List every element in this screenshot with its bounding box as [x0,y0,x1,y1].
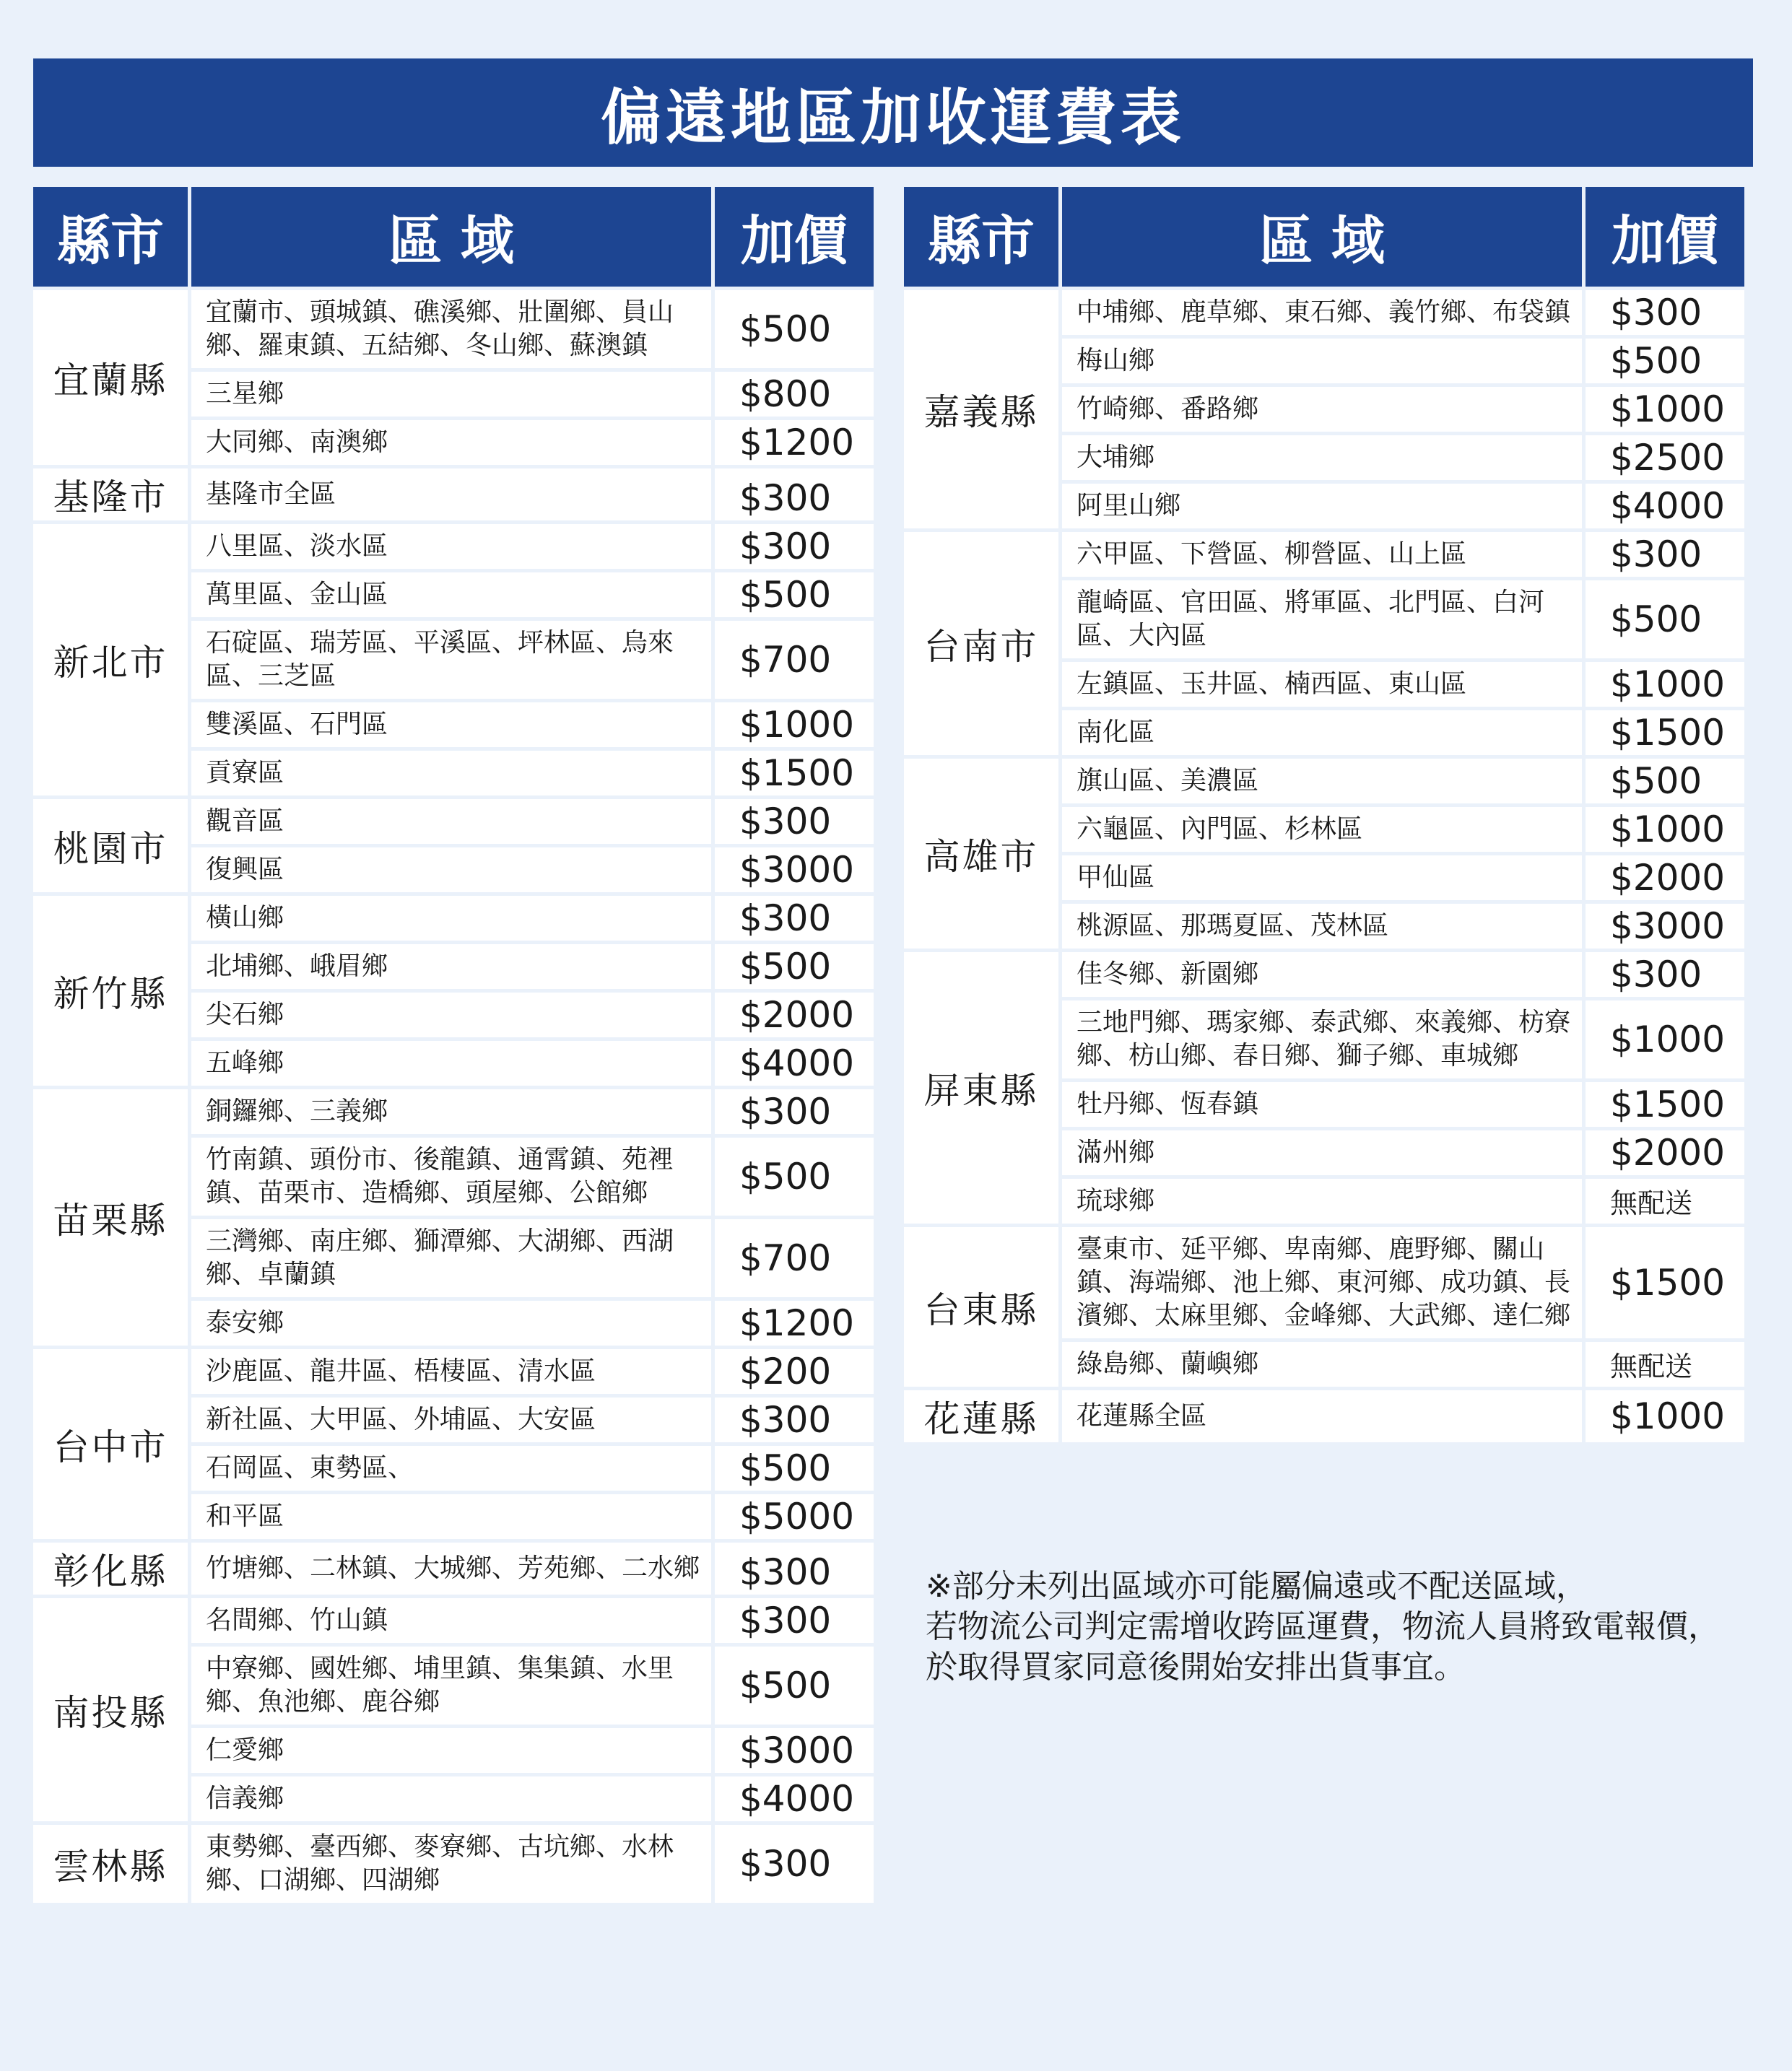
price-cell: $1200 [715,420,874,465]
area-cell: 綠島鄉、蘭嶼鄉 [1062,1342,1582,1387]
price-cell: $500 [1586,580,1744,658]
price-cell: $1000 [1586,662,1744,707]
table-row [33,1543,874,1595]
table-row [904,1227,1744,1338]
area-cell: 宜蘭市、頭城鎮、礁溪鄉、壯圍鄉、員山鄉、羅東鎮、五結鄉、冬山鄉、蘇澳鎮 [191,290,711,368]
area-cell: 北埔鄉、峨眉鄉 [191,944,711,989]
area-cell: 貢寮區 [191,751,711,795]
county-cell: 南投縣 [33,1598,188,1821]
area-cell: 大埔鄉 [1062,435,1582,480]
area-cell: 泰安鄉 [191,1301,711,1346]
left-fee-table [30,183,877,1906]
county-cell: 屏東縣 [904,952,1058,1224]
price-cell: $500 [715,1647,874,1725]
price-cell: $700 [715,1219,874,1297]
price-cell: $2500 [1586,435,1744,480]
price-cell: $500 [715,1138,874,1216]
area-cell: 觀音區 [191,799,711,844]
area-cell: 梅山鄉 [1062,339,1582,383]
area-cell: 五峰鄉 [191,1041,711,1086]
price-cell: $300 [715,1825,874,1903]
county-cell: 新北市 [33,524,188,795]
right-fee-table [900,183,1748,1446]
price-cell: $300 [715,799,874,844]
area-cell: 東勢鄉、臺西鄉、麥寮鄉、古坑鄉、水林鄉、口湖鄉、四湖鄉 [191,1825,711,1903]
table-header-row [904,187,1744,287]
area-cell: 基隆市全區 [191,468,711,520]
price-cell: $2000 [1586,855,1744,900]
price-cell: $300 [715,468,874,520]
area-cell: 滿州鄉 [1062,1130,1582,1175]
area-cell: 沙鹿區、龍井區、梧棲區、清水區 [191,1349,711,1394]
table-row [904,290,1744,335]
area-cell: 左鎮區、玉井區、楠西區、東山區 [1062,662,1582,707]
price-cell: $1500 [1586,1227,1744,1338]
price-cell: $200 [715,1349,874,1394]
price-cell: $300 [715,1398,874,1442]
area-cell: 臺東市、延平鄉、卑南鄉、鹿野鄉、關山鎮、海端鄉、池上鄉、東河鄉、成功鎮、長濱鄉、太麻里鄉、金峰鄉、大武鄉、達仁鄉 [1062,1227,1582,1338]
price-cell: 無配送 [1586,1179,1744,1224]
area-cell: 新社區、大甲區、外埔區、大安區 [191,1398,711,1442]
area-cell: 琉球鄉 [1062,1179,1582,1224]
price-cell: $300 [715,524,874,569]
area-cell: 名間鄉、竹山鎮 [191,1598,711,1643]
area-cell: 龍崎區、官田區、將軍區、北門區、白河區、大內區 [1062,580,1582,658]
county-cell: 新竹縣 [33,896,188,1086]
price-cell: $4000 [715,1041,874,1086]
table-row [33,896,874,941]
table-row [33,799,874,844]
price-cell: $2000 [1586,1130,1744,1175]
footnote-line: 若物流公司判定需增收跨區運費，物流人員將致電報價， [926,1608,1720,1645]
price-cell: $300 [1586,532,1744,577]
price-cell: $3000 [715,1728,874,1773]
county-cell: 台中市 [33,1349,188,1539]
area-cell: 和平區 [191,1494,711,1539]
area-cell: 竹塘鄉、二林鎮、大城鄉、芳苑鄉、二水鄉 [191,1543,711,1595]
header-county: 縣市 [33,187,188,287]
price-cell: $300 [1586,952,1744,997]
table-row [33,1825,874,1903]
table-row [33,1089,874,1134]
county-cell: 桃園市 [33,799,188,892]
price-cell: $500 [1586,759,1744,803]
header-price: 加價 [715,187,874,287]
county-cell: 彰化縣 [33,1543,188,1595]
county-cell: 高雄市 [904,759,1058,949]
area-cell: 六甲區、下營區、柳營區、山上區 [1062,532,1582,577]
price-cell: $300 [715,1598,874,1643]
price-cell: $3000 [715,847,874,892]
area-cell: 尖石鄉 [191,993,711,1037]
price-cell: $300 [1586,290,1744,335]
price-cell: $500 [715,572,874,617]
county-cell: 花蓮縣 [904,1390,1058,1442]
table-row [33,468,874,520]
county-cell: 台南市 [904,532,1058,755]
county-cell: 台東縣 [904,1227,1058,1387]
area-cell: 阿里山鄉 [1062,484,1582,528]
area-cell: 石岡區、東勢區、 [191,1446,711,1491]
area-cell: 桃源區、那瑪夏區、茂林區 [1062,904,1582,949]
area-cell: 六龜區、內門區、杉林區 [1062,807,1582,852]
area-cell: 萬里區、金山區 [191,572,711,617]
price-cell: $300 [715,1543,874,1595]
price-cell: $1500 [1586,710,1744,755]
area-cell: 竹崎鄉、番路鄉 [1062,387,1582,432]
area-cell: 復興區 [191,847,711,892]
county-cell: 基隆市 [33,468,188,520]
area-cell: 大同鄉、南澳鄉 [191,420,711,465]
area-cell: 三灣鄉、南庄鄉、獅潭鄉、大湖鄉、西湖鄉、卓蘭鎮 [191,1219,711,1297]
footnote-line: ※部分未列出區域亦可能屬偏遠或不配送區域， [926,1568,1588,1605]
price-cell: $1000 [1586,1000,1744,1078]
price-cell: $4000 [715,1776,874,1821]
area-cell: 花蓮縣全區 [1062,1390,1582,1442]
price-cell: $700 [715,621,874,699]
header-area: 區 域 [1062,187,1582,287]
area-cell: 三星鄉 [191,372,711,417]
price-cell: $1000 [715,702,874,747]
area-cell: 石碇區、瑞芳區、平溪區、坪林區、烏來區、三芝區 [191,621,711,699]
price-cell: $800 [715,372,874,417]
area-cell: 旗山區、美濃區 [1062,759,1582,803]
area-cell: 中寮鄉、國姓鄉、埔里鎮、集集鎮、水里鄉、魚池鄉、鹿谷鄉 [191,1647,711,1725]
area-cell: 佳冬鄉、新園鄉 [1062,952,1582,997]
table-row [904,532,1744,577]
price-cell: $500 [715,290,874,368]
table-header-row [33,187,874,287]
page-title: 偏遠地區加收運費表 [33,58,1753,167]
area-cell: 甲仙區 [1062,855,1582,900]
area-cell: 銅鑼鄉、三義鄉 [191,1089,711,1134]
header-area: 區 域 [191,187,711,287]
price-cell: $500 [715,944,874,989]
footnote-line: 於取得買家同意後開始安排出貨事宜。 [926,1649,1466,1686]
table-row [33,1349,874,1394]
area-cell: 橫山鄉 [191,896,711,941]
price-cell: $5000 [715,1494,874,1539]
price-cell: $1000 [1586,387,1744,432]
price-cell: $1200 [715,1301,874,1346]
county-cell: 宜蘭縣 [33,290,188,465]
table-row [33,290,874,368]
area-cell: 南化區 [1062,710,1582,755]
area-cell: 竹南鎮、頭份市、後龍鎮、通霄鎮、苑裡鎮、苗栗市、造橋鄉、頭屋鄉、公館鄉 [191,1138,711,1216]
table-row [904,1390,1744,1442]
table-row [904,952,1744,997]
price-cell: $500 [1586,339,1744,383]
table-row [33,1598,874,1643]
price-cell: $1000 [1586,807,1744,852]
price-cell: $300 [715,1089,874,1134]
header-county: 縣市 [904,187,1058,287]
price-cell: $1000 [1586,1390,1744,1442]
county-cell: 苗栗縣 [33,1089,188,1346]
area-cell: 八里區、淡水區 [191,524,711,569]
table-row [33,524,874,569]
price-cell: $3000 [1586,904,1744,949]
price-cell: $1500 [1586,1082,1744,1127]
county-cell: 嘉義縣 [904,290,1058,528]
area-cell: 牡丹鄉、恆春鎮 [1062,1082,1582,1127]
area-cell: 三地門鄉、瑪家鄉、泰武鄉、來義鄉、枋寮鄉、枋山鄉、春日鄉、獅子鄉、車城鄉 [1062,1000,1582,1078]
price-cell: $1500 [715,751,874,795]
footnote [926,1566,1756,1688]
header-price: 加價 [1586,187,1744,287]
price-cell: 無配送 [1586,1342,1744,1387]
area-cell: 雙溪區、石門區 [191,702,711,747]
area-cell: 中埔鄉、鹿草鄉、東石鄉、義竹鄉、布袋鎮 [1062,290,1582,335]
price-cell: $2000 [715,993,874,1037]
price-cell: $500 [715,1446,874,1491]
county-cell: 雲林縣 [33,1825,188,1903]
price-cell: $300 [715,896,874,941]
price-cell: $4000 [1586,484,1744,528]
area-cell: 仁愛鄉 [191,1728,711,1773]
area-cell: 信義鄉 [191,1776,711,1821]
table-row [904,759,1744,803]
